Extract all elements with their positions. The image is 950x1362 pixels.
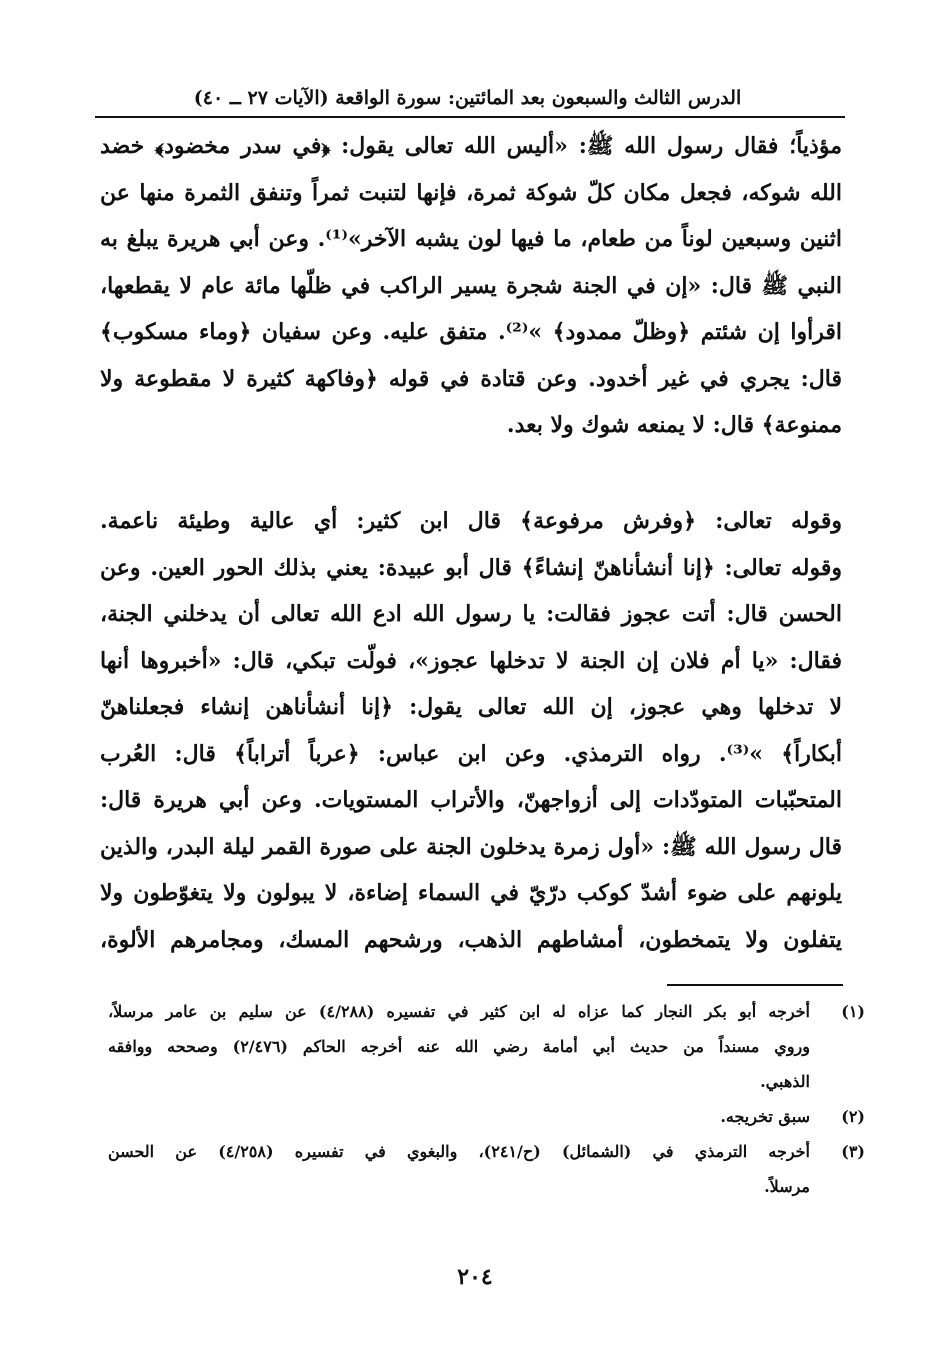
text-line: المتحبّبات المتودّدات إلى أزواجهنّ، والأتراب المستويات. وعن أبي هريرة قال: xyxy=(100,787,842,813)
paragraph-2 xyxy=(100,498,842,963)
footnote-number: (٢) xyxy=(841,1107,865,1126)
footnote-line: وروي مسنداً من حديث أبي أمامة رضي الله عنه أخرجه الحاكم (٢/٤٧٦) وصححه ووافقه xyxy=(108,1037,810,1056)
footnote-divider xyxy=(667,984,843,986)
text-line: يتفلون ولا يتمخطون، أمشاطهم الذهب، ورشحهم المسك، ومجامرهم الألوة، xyxy=(100,926,842,953)
text-line: النبي ﷺ قال: «إن في الجنة شجرة يسير الراكب في ظلّها مائة عام لا يقطعها، xyxy=(100,272,842,299)
footnote-line: أخرجه أبو بكر النجار كما عزاه له ابن كثير في تفسيره (٤/٢٨٨) عن سليم بن عامر مرسلاً، xyxy=(108,1002,810,1021)
paragraph-1 xyxy=(100,123,842,449)
text-line: مؤذياً؛ فقال رسول الله ﷺ: «أليس الله تعالى يقول: ﴿في سدر مخضود﴾ خضد xyxy=(100,133,842,159)
text-line: ممنوعة﴾ قال: لا يمنعه شوك ولا بعد. xyxy=(506,412,842,438)
text-line: يلونهم على ضوء أشدّ كوكب درّيّ في السماء إضاءة، لا يبولون ولا يتغوّطون ولا xyxy=(100,880,842,906)
footnote-3 xyxy=(108,1134,865,1204)
text-line: الله شوكه، فجعل مكان كلّ شوكة ثمرة، فإنها لتنبت ثمراً وتنفق الثمرة منها عن xyxy=(100,179,842,206)
text-line: وقوله تعالى: ﴿وفرش مرفوعة﴾ قال ابن كثير: أي عالية وطيئة ناعمة. xyxy=(100,508,842,534)
footnote-line: سبق تخريجه. xyxy=(720,1107,810,1126)
footnote-2 xyxy=(108,1099,865,1134)
text-line: اثنين وسبعين لوناً من طعام، ما فيها لون يشبه الآخر»⁽¹⁾. وعن أبي هريرة يبلغ به xyxy=(100,226,842,252)
text-line: فقال: «يا أم فلان إن الجنة لا تدخلها عجوز»، فولّت تبكي، قال: «أخبروها أنها xyxy=(100,647,842,674)
text-line: اقرأوا إن شئتم ﴿وظلّ ممدود﴾ »⁽²⁾. متفق عليه. وعن سفيان ﴿وماء مسكوب﴾ xyxy=(100,319,842,345)
running-header: الدرس الثالث والسبعون بعد المائتين: سورة الواقعة (الآيات ٢٧ ــ ٤٠) xyxy=(193,87,742,109)
text-line: قال رسول الله ﷺ: «أول زمرة يدخلون الجنة على صورة القمر ليلة البدر، والذين xyxy=(100,833,842,860)
footnote-number: (٣) xyxy=(841,1142,865,1161)
text-line: أبكاراً﴾ »⁽³⁾. رواه الترمذي. وعن ابن عباس: ﴿عرباً أتراباً﴾ قال: العُرب xyxy=(100,740,842,767)
text-line: وقوله تعالى: ﴿إنا أنشأناهنّ إنشاءً﴾ قال أبو عبيدة: يعني بذلك الحور العين. وعن xyxy=(100,554,842,581)
text-line: قال: يجري في غير أخدود. وعن قتادة في قوله ﴿وفاكهة كثيرة لا مقطوعة ولا xyxy=(100,365,842,392)
page-number: ٢٠٤ xyxy=(457,1264,493,1290)
footnote-line: مرسلاً. xyxy=(764,1177,810,1196)
footnote-1 xyxy=(108,994,865,1099)
text-line: لا تدخلها وهي عجوز، إن الله تعالى يقول: ﴿إنا أنشأناهن إنشاء فجعلناهنّ xyxy=(100,694,842,720)
footnote-number: (١) xyxy=(841,1002,865,1021)
header-divider xyxy=(95,116,845,118)
footnotes xyxy=(108,994,865,1204)
footnote-line: الذهبي. xyxy=(760,1072,810,1091)
text-line: الحسن قال: أتت عجوز فقالت: يا رسول الله ادع الله تعالى أن يدخلني الجنة، xyxy=(100,601,842,627)
footnote-line: أخرجه الترمذي في (الشمائل) (ح/٢٤١)، والبغوي في تفسيره (٤/٢٥٨) عن الحسن xyxy=(108,1142,810,1161)
